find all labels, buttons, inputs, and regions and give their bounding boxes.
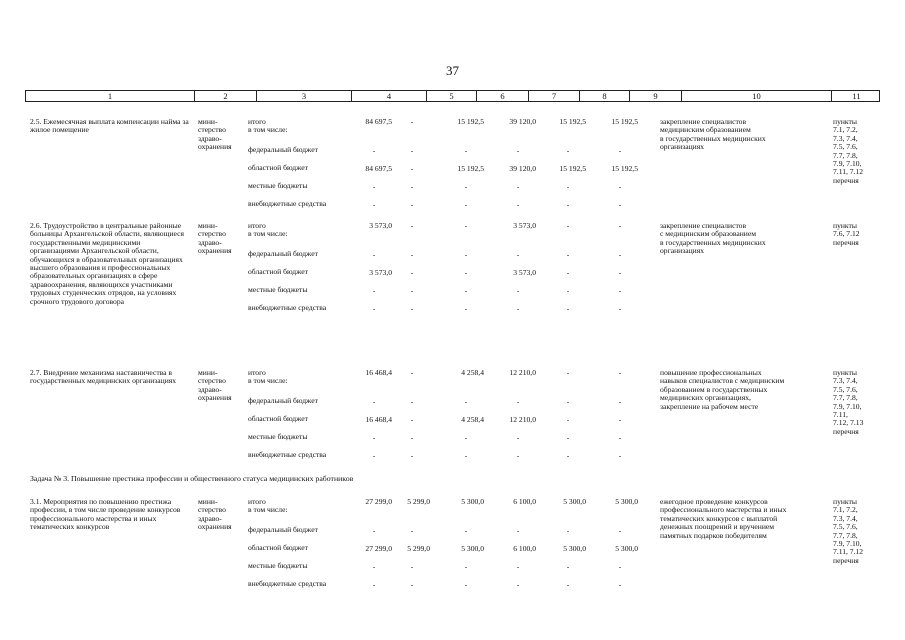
funding-value: - [618,580,622,589]
funding-source-label: итого в том числе: [248,368,288,386]
measure-name: 2.6. Трудоустройство в центральные районные больницы Архангельской области, являющиеся государственными медицинскими организациями Архангельской области, обучающихся в образовательных организациях высшего образования и профессиональных образовательных организациях в сфере здравоохранения, являющихся участниками трудовых студенческих отрядов, на условиях срочного трудового договора [30,221,184,306]
list-points: пункты 7.1, 7.2, 7.3, 7.4, 7.5, 7.6, 7.7, 7.8, 7.9, 7.10, 7.11, 7.12 перечня [833,117,864,185]
funding-value: - [516,397,520,406]
funding-value: - [566,368,570,377]
funding-value: - [516,451,520,460]
header-col-9: 9 [629,91,681,101]
funding-value: - [618,221,622,230]
funding-value: 5 300,0 [563,544,586,553]
funding-value: 3 573,0 [513,268,536,277]
funding-source-label: местные бюджеты [248,561,308,570]
funding-value: - [372,286,376,295]
funding-value: 15 192,5 [611,164,638,173]
expected-result: закрепление специалистов с медицинским образованием в государственных медицинских организациях [660,221,766,256]
funding-value: - [618,304,622,313]
responsible-executor: мини- стерство здраво- охранения [198,117,232,152]
header-col-11: 11 [831,91,881,101]
funding-value: 84 697,5 [365,117,392,126]
funding-value: 5 299,0 [407,544,430,553]
responsible-executor: мини- стерство здраво- охранения [198,221,232,256]
funding-value: - [372,397,376,406]
funding-value: 5 299,0 [407,497,430,506]
funding-value: - [464,397,468,406]
funding-value: - [516,146,520,155]
funding-value: 6 100,0 [513,497,536,506]
funding-value: - [566,526,570,535]
funding-value: 3 573,0 [513,221,536,230]
funding-value: - [464,286,468,295]
funding-value: - [410,268,414,277]
funding-value: 4 258,4 [461,368,484,377]
funding-value: - [618,182,622,191]
funding-value: 5 300,0 [615,544,638,553]
header-col-3: 3 [256,91,351,101]
funding-value: - [464,580,468,589]
funding-source-label: областной бюджет [248,414,308,423]
funding-value: - [464,433,468,442]
responsible-executor: мини- стерство здраво- охранения [198,497,232,532]
funding-value: - [618,451,622,460]
funding-value: - [464,200,468,209]
funding-value: 39 120,0 [509,117,536,126]
funding-value: - [372,146,376,155]
funding-value: 15 192,5 [457,117,484,126]
funding-value: - [410,117,414,126]
list-points: пункты 7.3, 7.4, 7.5, 7.6, 7.7, 7.8, 7.9, 7.10, 7.11, 7.12, 7.13 перечня [833,368,864,436]
funding-value: 12 210,0 [509,368,536,377]
funding-value: - [410,562,414,571]
funding-value: - [410,286,414,295]
funding-value: - [566,580,570,589]
funding-value: - [464,562,468,571]
funding-value: - [464,182,468,191]
funding-value: - [410,146,414,155]
funding-value: 5 300,0 [563,497,586,506]
funding-source-label: итого в том числе: [248,497,288,515]
header-col-6: 6 [476,91,528,101]
funding-value: - [566,250,570,259]
funding-value: - [566,221,570,230]
funding-value: - [516,526,520,535]
funding-value: 5 300,0 [461,544,484,553]
funding-value: - [618,368,622,377]
funding-value: 15 192,5 [611,117,638,126]
funding-value: 27 299,0 [365,544,392,553]
funding-value: - [618,526,622,535]
funding-source-label: местные бюджеты [248,285,308,294]
measure-name: 2.5. Ежемесячная выплата компенсации найма за жилое помещение [30,117,189,135]
funding-value: - [464,250,468,259]
funding-source-label: внебюджетные средства [248,303,327,312]
funding-value: - [410,368,414,377]
funding-value: - [516,562,520,571]
funding-source-label: местные бюджеты [248,181,308,190]
header-col-7: 7 [528,91,579,101]
funding-value: - [516,433,520,442]
funding-value: - [618,146,622,155]
funding-value: - [618,415,622,424]
funding-value: - [566,562,570,571]
expected-result: ежегодное проведение конкурсов профессионального мастерства и иных тематических конкурсов с выплатой денежных поощрений и вручением памятных подарков победителям [660,497,787,540]
funding-value: - [618,200,622,209]
funding-value: - [410,415,414,424]
header-col-8: 8 [579,91,629,101]
funding-value: 4 258,4 [461,415,484,424]
header-col-1: 1 [107,91,113,101]
task-heading: Задача № 3. Повышение престижа профессии и общественного статуса медицинских работников [30,474,354,483]
funding-value: - [372,526,376,535]
funding-value: - [566,200,570,209]
funding-source-label: областной бюджет [248,163,308,172]
funding-value: - [566,415,570,424]
funding-source-label: областной бюджет [248,267,308,276]
header-col-10: 10 [681,91,831,101]
funding-source-label: федеральный бюджет [248,145,318,154]
funding-value: - [372,433,376,442]
funding-value: 27 299,0 [365,497,392,506]
funding-source-label: внебюджетные средства [248,450,327,459]
funding-value: - [566,268,570,277]
funding-source-label: федеральный бюджет [248,525,318,534]
funding-value: - [566,146,570,155]
responsible-executor: мини- стерство здраво- охранения [198,368,232,403]
funding-value: - [410,200,414,209]
funding-value: 5 300,0 [615,497,638,506]
funding-value: 84 697,5 [365,164,392,173]
funding-value: - [516,286,520,295]
funding-source-label: внебюджетные средства [248,199,327,208]
funding-value: 12 210,0 [509,415,536,424]
funding-source-label: федеральный бюджет [248,249,318,258]
funding-value: - [410,250,414,259]
list-points: пункты 7.6, 7.12 перечня [833,221,860,247]
funding-value: - [566,397,570,406]
funding-value: - [372,562,376,571]
funding-value: - [516,304,520,313]
funding-value: 15 192,5 [559,117,586,126]
funding-value: 39 120,0 [509,164,536,173]
header-col-2: 2 [194,91,256,101]
funding-value: - [464,451,468,460]
funding-value: - [410,304,414,313]
table-header-row [25,90,880,102]
expected-result: закрепление специалистов медицинским образованием в государственных медицинских организациях [660,117,766,152]
funding-source-label: местные бюджеты [248,432,308,441]
funding-source-label: итого в том числе: [248,117,288,135]
funding-value: 15 192,5 [457,164,484,173]
funding-value: - [618,286,622,295]
funding-value: - [410,221,414,230]
funding-source-label: итого в том числе: [248,221,288,239]
funding-value: - [464,268,468,277]
funding-source-label: областной бюджет [248,543,308,552]
funding-value: - [566,451,570,460]
funding-value: - [464,146,468,155]
funding-value: - [516,250,520,259]
funding-value: - [464,304,468,313]
funding-value: - [410,182,414,191]
funding-value: - [618,250,622,259]
funding-value: - [566,182,570,191]
funding-value: - [372,304,376,313]
list-points: пункты 7.1, 7.2, 7.3, 7.4, 7.5, 7.6, 7.7, 7.8, 7.9, 7.10, 7.11, 7.12 перечня [833,497,864,565]
funding-value: - [410,580,414,589]
page-number: 37 [446,63,459,78]
measure-name: 3.1. Мероприятия по повышению престижа профессии, в том числе проведение конкурсов профессионального мастерства и иных тематических конкурсов [30,497,181,532]
funding-value: - [618,562,622,571]
funding-value: - [372,200,376,209]
funding-value: - [464,526,468,535]
measure-name: 2.7. Внедрение механизма наставничества в государственных медицинских организациях [30,368,177,386]
funding-value: 16 468,4 [365,368,392,377]
funding-value: - [372,451,376,460]
funding-value: 15 192,5 [559,164,586,173]
header-col-4: 4 [351,91,426,101]
funding-value: - [372,182,376,191]
funding-value: 6 100,0 [513,544,536,553]
funding-value: 3 573,0 [369,221,392,230]
funding-value: - [566,433,570,442]
funding-value: 3 573,0 [369,268,392,277]
funding-value: - [618,268,622,277]
funding-value: - [372,580,376,589]
funding-value: 16 468,4 [365,415,392,424]
funding-value: - [516,182,520,191]
funding-value: - [566,304,570,313]
funding-value: - [618,433,622,442]
header-col-5: 5 [426,91,476,101]
funding-value: - [410,164,414,173]
funding-source-label: федеральный бюджет [248,396,318,405]
expected-result: повышение профессиональных навыков специалистов с медицинским образованием в государственных медицинских организациях, закрепление на рабочем месте [660,368,785,411]
funding-value: - [516,580,520,589]
funding-value: - [618,397,622,406]
funding-value: - [372,250,376,259]
funding-value: 5 300,0 [461,497,484,506]
funding-value: - [410,526,414,535]
funding-value: - [410,433,414,442]
funding-value: - [566,286,570,295]
funding-source-label: внебюджетные средства [248,579,327,588]
funding-value: - [516,200,520,209]
funding-value: - [464,221,468,230]
funding-value: - [410,397,414,406]
funding-value: - [410,451,414,460]
